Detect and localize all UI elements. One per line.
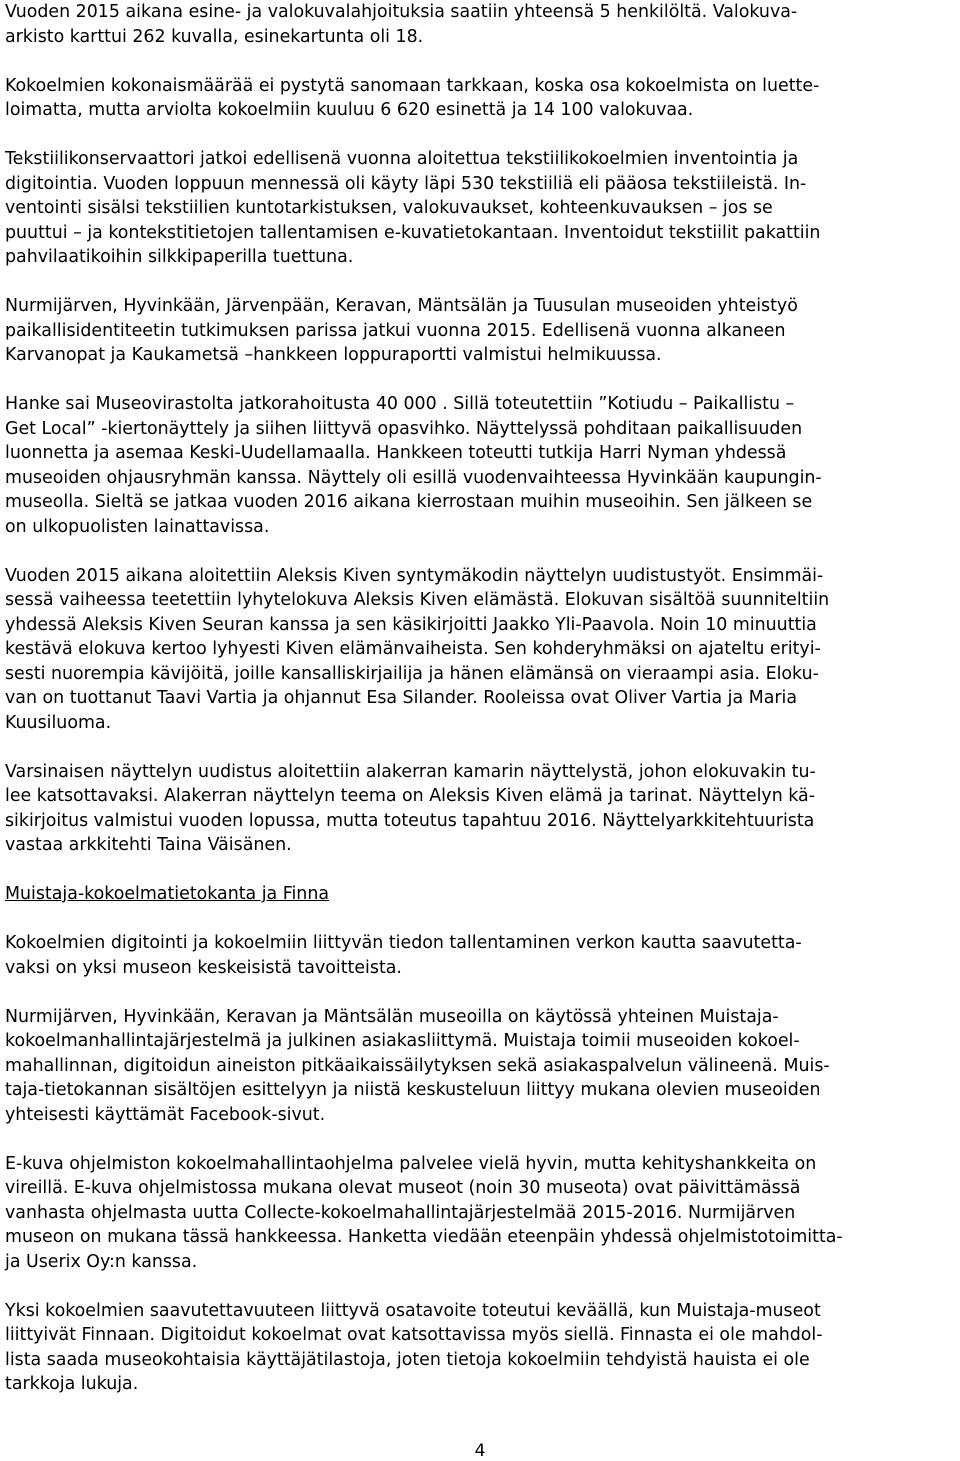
text-line: sessä vaiheessa teetettiin lyhytelokuva Aleksis Kiven elämästä. Elokuvan sisältöä suunniteltiin [5, 590, 830, 610]
text-line: museolla. Sieltä se jatkaa vuoden 2016 aikana kierrostaan muihin museoihin. Sen jälkeen se [5, 492, 813, 512]
paragraph-gap [5, 1127, 955, 1152]
text-line: lista saada museokohtaisia käyttäjätilastoja, joten tietoja kokoelmiin tehdyistä hauista ei ole [5, 1349, 810, 1370]
paragraph-gap [5, 123, 955, 148]
text-line: kestävä elokuva kertoo lyhyesti Kiven elämänvaiheista. Sen kohderyhmäksi on ajateltu erityi- [5, 639, 821, 659]
text-line: Kuusiluoma. [5, 712, 112, 733]
text-line: mahallinnan, digitoidun aineiston pitkäaikaissäilytyksen sekä asiakaspalvelun välineenä. Muis- [5, 1055, 830, 1076]
paragraph-touring-exhibition [5, 392, 955, 539]
paragraph-exhibition-renewal [5, 760, 955, 858]
text-line: E-kuva ohjelmiston kokoelmahallintaohjelma palvelee vielä hyvin, mutta kehityshankkeita on [5, 1153, 817, 1174]
text-line: Tekstiilikonservaattori jatkoi edellisenä vuonna aloitettua tekstiilikokoelmien inventointia ja [5, 149, 799, 169]
paragraph-gap [5, 858, 955, 883]
text-line: Kokoelmien digitointi ja kokoelmiin liittyvän tiedon tallentaminen verkon kautta saavutetta- [5, 933, 802, 953]
text-line: museoiden ohjausryhmän kanssa. Näyttely oli esillä vuodenvaihteessa Hyvinkään kaupungin- [5, 467, 822, 488]
text-line: paikallisidentiteetin tutkimuksen parissa jatkui vuonna 2015. Edellisenä vuonna alkaneen [5, 320, 786, 341]
text-line: Vuoden 2015 aikana esine- ja valokuvalahjoituksia saatiin yhteensä 5 henkilöltä. Valokuva- [5, 2, 798, 22]
text-line: taja-tietokannan sisältöjen esittelyyn ja niistä keskusteluun liittyy mukana olevien museoiden [5, 1080, 821, 1100]
paragraph-digitization-goal [5, 931, 955, 980]
text-line: vaksi on yksi museon keskeisistä tavoitteista. [5, 957, 402, 978]
paragraph-gap [5, 980, 955, 1005]
text-line: sesti nuorempia kävijöitä, joille kansalliskirjailija ja hänen elämänsä on vieraampi asia. Eloku- [5, 663, 819, 684]
text-line: yhdessä Aleksis Kiven Seuran kanssa ja sen käsikirjoitti Jaakko Yli-Paavola. Noin 10 minuuttia [5, 614, 817, 635]
text-line: Hanke sai Museovirastolta jatkorahoitusta 40 000 . Sillä toteutettiin ”Kotiudu – Paikallistu – [5, 394, 795, 414]
text-line: pahvilaatikoihin silkkipaperilla tuettuna. [5, 247, 354, 267]
text-line: sikirjoitus valmistui vuoden lopussa, mutta toteutus tapahtuu 2016. Näyttelyarkkitehtuurista [5, 810, 815, 831]
text-line: ventointi sisälsi tekstiilien kuntotarkistuksen, valokuvaukset, kohteenkuvauksen – jos se [5, 198, 773, 218]
text-line: ja Userix Oy:n kanssa. [5, 1251, 198, 1272]
text-line: yhteisesti käyttämät Facebook-sivut. [5, 1104, 326, 1125]
paragraph-textile-inventory [5, 147, 955, 270]
paragraph-gap [5, 49, 955, 74]
paragraph-kivi-film [5, 564, 955, 736]
paragraph-gap [5, 539, 955, 564]
text-line: on ulkopuolisten lainattavissa. [5, 516, 270, 537]
text-line: Get Local” -kiertonäyttely ja siihen liittyvä opasvihko. Näyttelyssä pohditaan paikallisuuden [5, 418, 803, 439]
text-line: Kokoelmien kokonaismäärää ei pystytä sanomaan tarkkaan, koska osa kokoelmista on luette- [5, 75, 820, 96]
document-page [5, 0, 955, 1397]
page-number: 4 [474, 1441, 486, 1461]
heading-text: Muistaja-kokoelmatietokanta ja Finna [5, 884, 330, 904]
text-line: loimatta, mutta arviolta kokoelmiin kuuluu 6 620 esinettä ja 14 100 valokuvaa. [5, 100, 694, 120]
text-line: Yksi kokoelmien saavutettavuuteen liittyvä osatavoite toteutui keväällä, kun Muistaja-museot [5, 1300, 821, 1321]
text-line: vireillä. E-kuva ohjelmistossa mukana olevat museot (noin 30 museota) ovat päivittämässä [5, 1178, 801, 1198]
paragraph-gap [5, 1274, 955, 1299]
text-line: arkisto karttui 262 kuvalla, esinekartunta oli 18. [5, 26, 424, 47]
paragraph-gap [5, 907, 955, 932]
text-line: van on tuottanut Taavi Vartia ja ohjannut Esa Silander. Rooleissa ovat Oliver Vartia ja Maria [5, 688, 797, 708]
paragraph-donations [5, 0, 955, 49]
paragraph-gap [5, 735, 955, 760]
paragraph-gap [5, 368, 955, 393]
text-line: Nurmijärven, Hyvinkään, Järvenpään, Keravan, Mäntsälän ja Tuusulan museoiden yhteistyö [5, 296, 798, 316]
text-line: digitointia. Vuoden loppuun mennessä oli käyty läpi 530 tekstiiliä eli pääosa tekstiileistä. In- [5, 173, 807, 194]
text-line: Nurmijärven, Hyvinkään, Keravan ja Mäntsälän museoilla on käytössä yhteinen Muistaja- [5, 1006, 779, 1027]
text-line: tarkkoja lukuja. [5, 1374, 139, 1394]
text-line: Vuoden 2015 aikana aloitettiin Aleksis Kiven syntymäkodin näyttelyn uudistustyöt. Ensimmäi- [5, 565, 824, 586]
text-line: Varsinaisen näyttelyn uudistus aloitettiin alakerran kamarin näyttelystä, johon elokuvakin tu- [5, 761, 816, 782]
paragraph-gap [5, 270, 955, 295]
text-line: vanhasta ohjelmasta uutta Collecte-kokoelmahallintajärjestelmää 2015-2016. Nurmijärven [5, 1202, 796, 1223]
text-line: kokoelmanhallintajärjestelmä ja julkinen asiakasliittymä. Muistaja toimii museoiden kokoel- [5, 1031, 800, 1051]
text-line: puuttui – ja kontekstitietojen tallentamisen e-kuvatietokantaan. Inventoidut tekstiilit pakattiin [5, 222, 821, 243]
paragraph-local-identity-project [5, 294, 955, 368]
text-line: museon on mukana tässä hankkeessa. Hanketta viedään eteenpäin yhdessä ohjelmistotoimitta- [5, 1227, 843, 1247]
text-line: luonnetta ja asemaa Keski-Uudellamaalla. Hankkeen toteutti tutkija Harri Nyman yhdessä [5, 443, 787, 463]
text-line: lee katsottavaksi. Alakerran näyttelyn teema on Aleksis Kiven elämä ja tarinat. Näyttelyn kä- [5, 786, 815, 806]
text-line: vastaa arkkitehti Taina Väisänen. [5, 835, 292, 855]
paragraph-finna [5, 1299, 955, 1397]
paragraph-collection-size [5, 74, 955, 123]
section-heading [5, 882, 955, 907]
paragraph-muistaja [5, 1005, 955, 1128]
text-line: Karvanopat ja Kaukametsä –hankkeen loppuraportti valmistui helmikuussa. [5, 345, 662, 365]
paragraph-ekuva [5, 1152, 955, 1275]
text-line: liittyivät Finnaan. Digitoidut kokoelmat ovat katsottavissa myös siellä. Finnasta ei ole mahdol- [5, 1325, 823, 1345]
